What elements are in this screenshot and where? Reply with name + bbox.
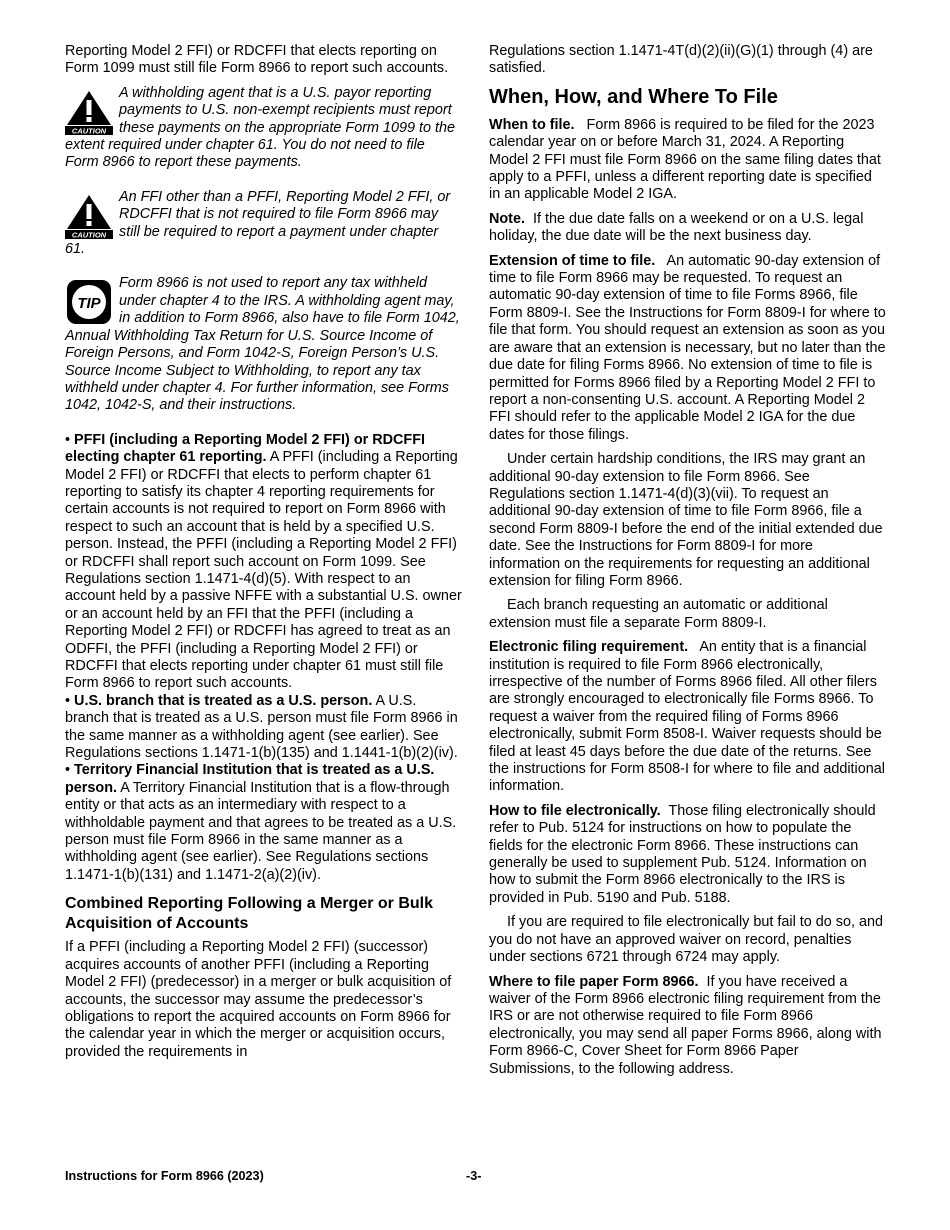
caution-note-1 bbox=[65, 85, 462, 172]
bullet-title: PFFI (including a Reporting Model 2 FFI) or RDCFFI electing chapter 61 reporting. bbox=[65, 431, 425, 466]
section-heading-when-how-where: When, How, and Where To File bbox=[489, 85, 778, 108]
tip-text: Form 8966 is not used to report any tax withheld under chapter 4 to the IRS. A withholding agent may, in addition to Form 8966, also have to file Form 1042, Annual Withholding Tax Return for U.S. Source Income of Foreign Persons, and Form 1042-S, Foreign Person’s U.S. Source Income Subject to Withholding, to report any tax withheld under chapter 4. For further information, see Forms 1042, 1042-S, and their instructions. bbox=[65, 275, 460, 414]
run-in-heading: How to file electronically. bbox=[489, 802, 661, 819]
penalty-paragraph: If you are required to file electronically but fail to do so, and you do not have an approved waiver on record, penalties under sections 6721 through 6724 may apply. bbox=[489, 914, 883, 966]
tip-note bbox=[65, 275, 462, 414]
run-in-heading: Note. bbox=[489, 210, 525, 227]
caution-label: CAUTION bbox=[71, 126, 107, 135]
left-column bbox=[65, 43, 462, 1068]
caution-icon bbox=[65, 89, 113, 135]
where-to-file-paragraph: Where to file paper Form 8966. If you have received a waiver of the Form 8966 electronic filing requirement from the IRS or are not otherwise required to file Form 8966 electronically, you may send all paper Forms 8966, along with Form 8966-C, Cover Sheet for Form 8966 Paper Submissions, to the following address. bbox=[489, 973, 882, 1077]
bullet-title: Territory Financial Institution that is treated as a U.S. person. bbox=[65, 762, 435, 796]
run-in-heading: When to file. bbox=[489, 116, 575, 133]
electronic-filing-paragraph: Electronic filing requirement. An entity that is a financial institution is required to file Form 8966 electronically, irrespective of the number of Forms 8966 filed. All other filers are strongly encouraged to electronically file Forms 8966. To request a waiver from the required filing of Forms 8966 electronically, submit Form 8508-I. Waiver requests should be filed at least 45 days before the due date of the returns. See the instructions for Form 8508-I for where to file and additional information. bbox=[489, 639, 885, 795]
extension-paragraph: Extension of time to file. An automatic 90-day extension of time to file Form 8966 may be requested. To request an automatic 90-day extension of time to file Forms 8966, file Form 8809-I. See the Instructions for Form 8809-I for where to file that form. You should request an extension as soon as you are aware that an extension is necessary, but no later than the due date for filing Forms 8966. No extension of time to file is permitted for Forms 8966 filed by a Reporting Model 2 FFI to report a non-consenting U.S. account. A Reporting Model 2 FFI should refer to the applicable Model 2 IGA for the due dates for those filings. bbox=[489, 252, 886, 443]
caution-text-2: An FFI other than a PFFI, Reporting Model 2 FFI, or RDCFFI that is not required to file Form 8966 may still be required to report a payment under chapter 61. bbox=[65, 188, 451, 258]
bullet-text: A Territory Financial Institution that is a flow-through entity or that acts as an intermediary with respect to a withholdable payment and that agrees to be treated as a U.S. person must file Form 8966 in the same manner as a withholding agent (see earlier). See Regulations sections 1.1471-1(b)(131) and 1.1471-2(a)(2)(iv). bbox=[65, 779, 457, 883]
tip-label: TIP bbox=[77, 295, 101, 313]
caution-text-1: A withholding agent that is a U.S. payor reporting payments to U.S. non-exempt recipients must report these payments on the appropriate Form 1099 to the extent required under chapter 61. You do not need to file Form 8966 to report these payments. bbox=[65, 84, 455, 171]
footer-form-title: Instructions for Form 8966 (2023) bbox=[65, 1169, 264, 1183]
when-to-file-paragraph: When to file. Form 8966 is required to be filed for the 2023 calendar year on or before March 31, 2024. A Reporting Model 2 FFI must file Form 8966 on the same filing dates that apply to a PFFI, unless a different reporting date is specified in an applicable Model 2 IGA. bbox=[489, 116, 881, 203]
note-paragraph: Note. If the due date falls on a weekend or on a U.S. legal holiday, the due date will be the next business day. bbox=[489, 210, 864, 245]
tip-icon bbox=[65, 279, 113, 325]
how-to-file-paragraph: How to file electronically. Those filing electronically should refer to Pub. 5124 for instructions on how to populate the fields for the electronic Form 8966. These instructions can generally be used to supplement Pub. 5124. Information on how to submit the Form 8966 electronically to the IRS is provided in Pub. 5190 and Pub. 5188. bbox=[489, 802, 876, 906]
right-column bbox=[489, 43, 886, 1085]
bullet-title: U.S. branch that is treated as a U.S. person. bbox=[74, 692, 373, 709]
bullet-text: A U.S. branch that is treated as a U.S. person must file Form 8966 in the same manner as a withholding agent (see earlier). See Regulations sections 1.1471-1(b)(135) and 1.1441-1(b)(2)(iv). bbox=[65, 692, 458, 762]
bullet-us-branch: • U.S. branch that is treated as a U.S. person. A U.S. branch that is treated as a U.S. person must file Form 8966 in the same manner as a withholding agent (see earlier). See Regulations sections 1.1471-1(b)(135) and 1.1441-1(b)(2)(iv). bbox=[65, 692, 458, 762]
right-continuation: Regulations section 1.1471-4T(d)(2)(ii)(G)(1) through (4) are satisfied. bbox=[489, 43, 873, 77]
section-heading-merger: Combined Reporting Following a Merger or Bulk Acquisition of Accounts bbox=[65, 895, 434, 933]
caution-label: CAUTION bbox=[71, 230, 107, 239]
left-continuation: Reporting Model 2 FFI) or RDCFFI that elects reporting on Form 1099 must still file Form 8966 to report such accounts. bbox=[65, 43, 449, 77]
merger-paragraph: If a PFFI (including a Reporting Model 2 FFI) (successor) acquires accounts of another PFFI (including a Reporting Model 2 FFI) (predecessor) in a merger or bulk acquisition of accounts, the successor may assume the predecessor’s obligations to report the acquired accounts on Form 8966 for the calendar year in which the merger or acquisition occurs, provided the requirements in bbox=[65, 939, 452, 1060]
caution-icon bbox=[65, 193, 113, 239]
branch-paragraph: Each branch requesting an automatic or additional extension must file a separate Form 8809-I. bbox=[489, 597, 828, 631]
bullet-territory: • Territory Financial Institution that is treated as a U.S. person. A Territory Financial Institution that is a flow-through entity or that acts as an intermediary with respect to a withholdable payment and that agrees to be treated as a U.S. person must file Form 8966 in the same manner as a withholding agent (see earlier). See Regulations sections 1.1471-1(b)(131) and 1.1471-2(a)(2)(iv). bbox=[65, 762, 457, 883]
run-in-heading: Extension of time to file. bbox=[489, 252, 656, 269]
run-in-heading: Electronic filing requirement. bbox=[489, 639, 689, 656]
hardship-paragraph: Under certain hardship conditions, the IRS may grant an additional 90-day extension to file Form 8966. See Regulations section 1.1471-4(d)(3)(vii). To request an additional 90-day extension of time to file Form 8966, file a second Form 8809-I before the end of the initial extended due date. See the Instructions for Form 8809-I for more information on the requirements for requesting an additional extension for filing Form 8966. bbox=[489, 451, 883, 589]
bullet-text: A PFFI (including a Reporting Model 2 FFI) or RDCFFI that elects to perform chapter 61 reporting to satisfy its chapter 4 reporting requirements for certain accounts is not required to report on Form 8966 with respect to such an account that is held by a specified U.S. person. Instead, the PFFI (including a Reporting Model 2 FFI) or RDCFFI shall report such account on Form 1099. See Regulations section 1.1471-4(d)(5). With respect to an account held by a passive NFFE with a substantial U.S. owner or an account held by an FFI that the PFFI (including a Reporting Model 2 FFI) or RDCFFI has agreed to treat as an ODFFI, the PFFI (including a Reporting Model 2 FFI) or RDCFFI that elects reporting under chapter 61 must still file Form 8966 to report such accounts. bbox=[65, 449, 462, 692]
bullet-pffi: • PFFI (including a Reporting Model 2 FFI) or RDCFFI electing chapter 61 reporting. A PFFI (including a Reporting Model 2 FFI) or RDCFFI that elects to perform chapter 61 reporting to satisfy its chapter 4 reporting requirements for certain accounts is not required to report on Form 8966 with respect to such an account that is held by a specified U.S. person. Instead, the PFFI (including a Reporting Model 2 FFI) or RDCFFI shall report such account on Form 1099. See Regulations section 1.1471-4(d)(5). With respect to an account held by a passive NFFE with a substantial U.S. owner or an account held by an FFI that the PFFI (including a Reporting Model 2 FFI) or RDCFFI has agreed to treat as an ODFFI, the PFFI (including a Reporting Model 2 FFI) or RDCFFI that elects reporting under chapter 61 must still file Form 8966 to report such accounts. bbox=[65, 431, 462, 692]
caution-note-2 bbox=[65, 189, 462, 259]
page-number: -3- bbox=[466, 1169, 482, 1183]
run-in-heading: Where to file paper Form 8966. bbox=[489, 973, 699, 990]
